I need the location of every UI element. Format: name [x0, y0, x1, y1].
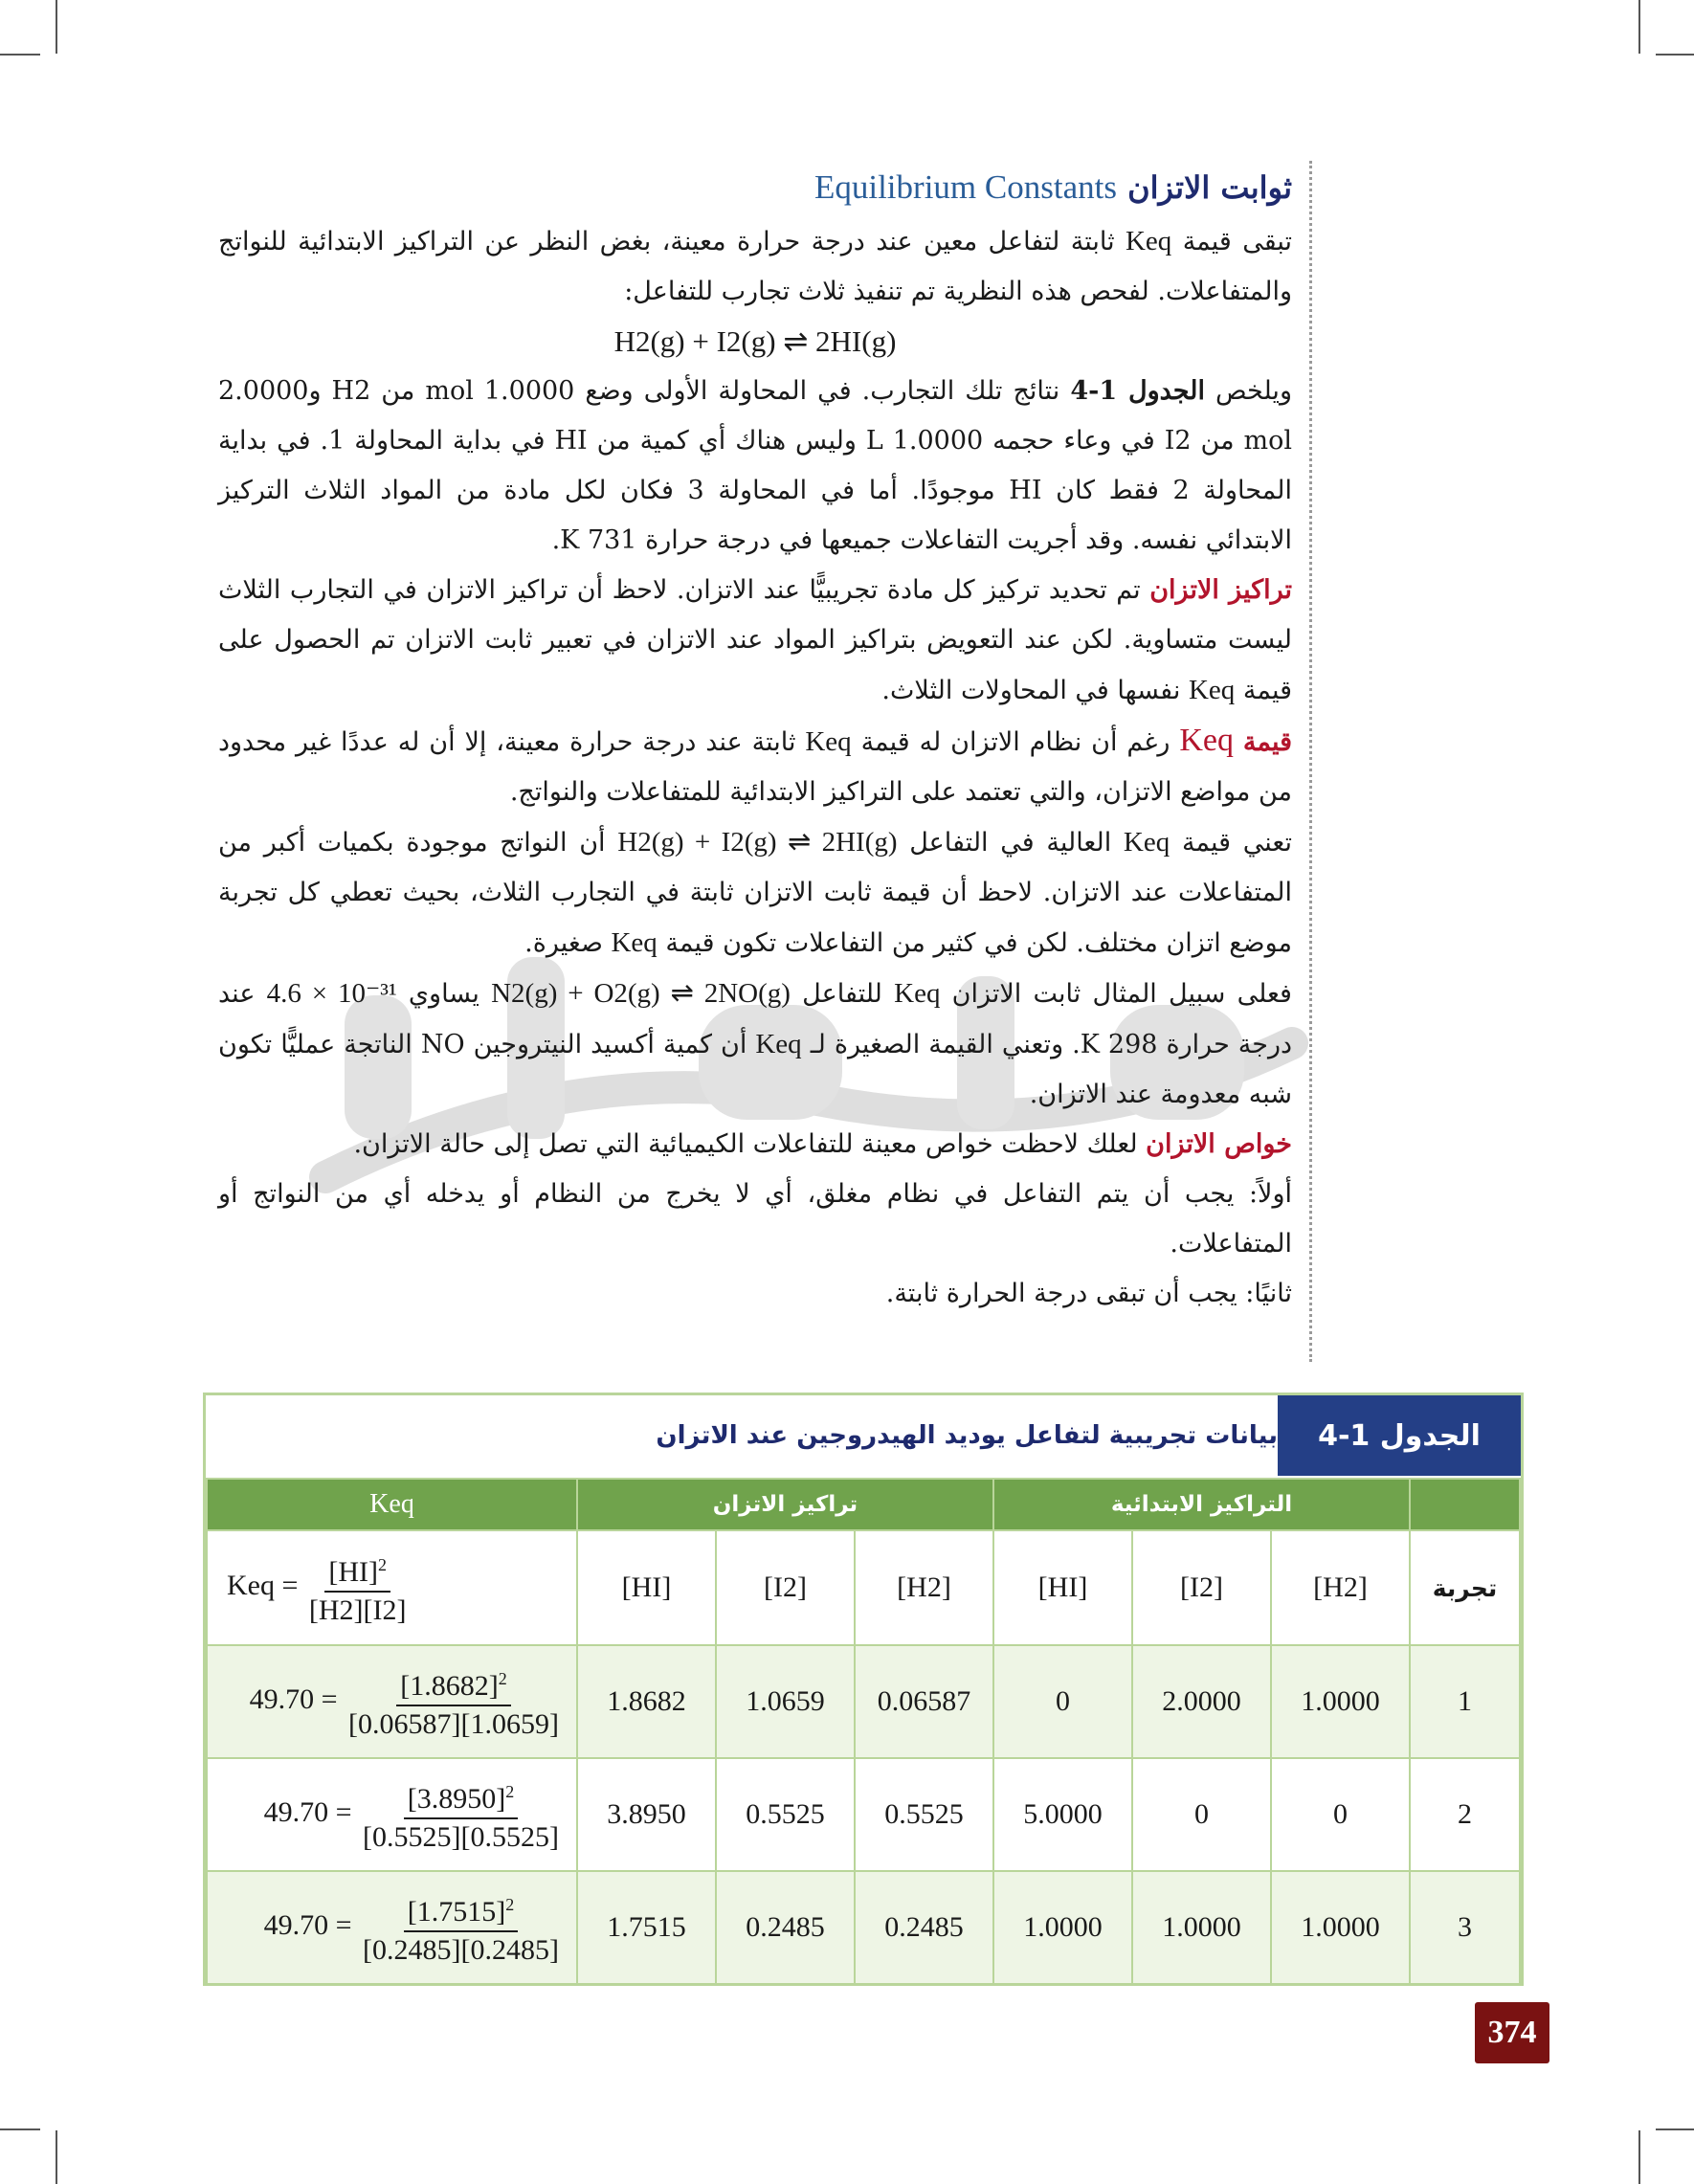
table-title: بيانات تجريبية لتفاعل يوديد الهيدروجين عند الاتزان	[656, 1421, 1278, 1450]
cell-h2-eq: 0.2485	[855, 1871, 993, 1984]
text: تبقى قيمة	[1182, 227, 1293, 256]
keq-symbol: Keq	[1188, 675, 1236, 705]
cell-hi-initial: 0	[993, 1645, 1132, 1758]
cell-keq	[207, 1871, 577, 1984]
equation-hi: H2(g) + I2(g) ⇌ 2HI(g)	[613, 324, 897, 358]
text: يساوي	[408, 979, 479, 1009]
data-table-4-1	[203, 1393, 1524, 1986]
text: للتفاعل	[802, 979, 882, 1009]
section-title-ar: ثوابت الاتزان	[1127, 169, 1292, 206]
paragraph-intro	[218, 216, 1292, 317]
keq-denominator: [0.06587][1.0659]	[348, 1708, 559, 1740]
crop-mark	[1656, 2128, 1694, 2130]
cell-trial: 3	[1410, 1871, 1520, 1984]
keyword: قيمة	[1242, 727, 1292, 757]
paragraph-high-keq	[218, 817, 1292, 969]
section-title	[218, 161, 1292, 214]
paragraph-equilibrium-concentrations	[218, 566, 1292, 716]
text: عند درجة حرارة 298 K. وتعني القيمة الصغيرة لـ	[218, 979, 1293, 1059]
crop-mark	[0, 54, 40, 56]
crop-mark	[56, 2130, 57, 2184]
cell-keq	[207, 1645, 577, 1758]
cell-i2-eq: 0.5525	[716, 1758, 855, 1871]
table-number: الجدول 1-4	[1278, 1395, 1521, 1476]
keq-fraction: $\frac{[HI]^2}{[H2][I2]}$	[305, 1547, 411, 1629]
crop-mark	[1638, 0, 1640, 54]
keq-lhs: 49.70 =	[263, 1795, 352, 1828]
text: نتائج تلك التجارب. في المحاولة الأولى وضع 1.0000 mol من H2 و2.0000 mol من I2 في وعاء حجمه 1.0000 L وليس هناك أي كمية من HI في بداية المحاولة 1. في بداية المحاولة 2 فقط كان HI موجودًا. أما في المحاولة 3 فكان لكل مادة من المواد الثلاث التركيز الابتدائي نفسه. وقد أجريت التفاعلات جميعها في درجة حرارة 731 K.	[218, 376, 1293, 555]
table-group-header	[207, 1479, 1520, 1530]
keq-denominator: [H2][I2]	[308, 1594, 407, 1626]
text: العالية في التفاعل	[909, 828, 1112, 858]
keyword: خواص الاتزان	[1146, 1129, 1292, 1159]
cell-hi-eq: 3.8950	[577, 1758, 716, 1871]
header-keq: Keq	[207, 1479, 577, 1530]
text: نفسها في المحاولات الثلاث.	[881, 676, 1181, 705]
keyword: تراكيز الاتزان	[1149, 575, 1292, 605]
cell-h2-eq: 0.5525	[855, 1758, 993, 1871]
cell-keq	[207, 1758, 577, 1871]
col-i2-eq: [I2]	[716, 1530, 855, 1645]
paragraph-table-summary	[218, 367, 1292, 566]
keq-symbol: Keq	[611, 927, 658, 958]
keq-symbol: Keq	[894, 978, 941, 1009]
text: صغيرة.	[524, 928, 603, 958]
header-empty	[1410, 1479, 1520, 1530]
keq-symbol: Keq	[1179, 723, 1234, 758]
table-row	[207, 1645, 1520, 1758]
text: ثابتة لتفاعل معين عند درجة حرارة معينة، بغض النظر عن التراكيز الابتدائية للنواتج والمتفاعلات. لفحص هذه النظرية تم تنفيذ ثلاث تجارب للتفاعل:	[218, 227, 1292, 306]
keq-denominator: [0.2485][0.2485]	[363, 1934, 559, 1966]
cell-hi-initial: 1.0000	[993, 1871, 1132, 1984]
cell-i2-initial: 2.0000	[1132, 1645, 1271, 1758]
page-number: 374	[1475, 2002, 1549, 2063]
table-row	[207, 1758, 1520, 1871]
paragraph-keq-value	[218, 716, 1292, 817]
body-text	[218, 161, 1292, 1319]
header-equilibrium: تراكيز الاتزان	[577, 1479, 993, 1530]
crop-mark	[0, 2128, 40, 2130]
table-row	[207, 1871, 1520, 1984]
keq-fraction: $\frac{[1.8682]^2}{[0.06587][1.0659]}$	[345, 1660, 563, 1743]
paragraph-equilibrium-properties	[218, 1120, 1292, 1170]
paragraph-second-condition: ثانيًا: يجب أن تبقى درجة الحرارة ثابتة.	[885, 1279, 1292, 1308]
table-grid	[206, 1478, 1521, 1985]
paragraph-no-example	[218, 969, 1292, 1120]
keq-value: 4.6 × 10⁻³¹	[266, 978, 397, 1009]
table-reference: الجدول 1-4	[1070, 376, 1205, 406]
table-column-header	[207, 1530, 1520, 1645]
col-h2-eq: [H2]	[855, 1530, 993, 1645]
col-hi-initial: [HI]	[993, 1530, 1132, 1645]
keq-symbol: Keq	[805, 726, 852, 757]
cell-i2-eq: 1.0659	[716, 1645, 855, 1758]
keq-symbol: Keq	[1125, 226, 1172, 256]
keq-fraction: $\frac{[1.7515]^2}{[0.2485][0.2485]}$	[359, 1886, 563, 1969]
paragraph-first-condition: أولاً: يجب أن يتم التفاعل في نظام مغلق، أي لا يخرج من النظام أو يدخله أي من النواتج أو المتفاعلات.	[218, 1179, 1292, 1259]
col-i2-initial: [I2]	[1132, 1530, 1271, 1645]
text: تعني قيمة	[1181, 828, 1292, 858]
cell-i2-initial: 1.0000	[1132, 1871, 1271, 1984]
cell-hi-eq: 1.8682	[577, 1645, 716, 1758]
cell-hi-initial: 5.0000	[993, 1758, 1132, 1871]
crop-mark	[56, 0, 57, 54]
section-title-en: Equilibrium Constants	[814, 168, 1117, 206]
keq-numerator: [1.8682]	[400, 1670, 499, 1702]
equation-inline: H2(g) + I2(g) ⇌ 2HI(g)	[617, 827, 898, 858]
text: فعلى سبيل المثال ثابت الاتزان	[951, 979, 1292, 1009]
keq-symbol: Keq	[755, 1029, 802, 1059]
cell-h2-initial: 1.0000	[1271, 1871, 1410, 1984]
col-trial: تجربة	[1410, 1530, 1520, 1645]
keq-numerator: [1.7515]	[407, 1896, 506, 1928]
cell-trial: 1	[1410, 1645, 1520, 1758]
crop-mark	[1638, 2130, 1640, 2184]
cell-h2-eq: 0.06587	[855, 1645, 993, 1758]
header-initial: التراكيز الابتدائية	[993, 1479, 1410, 1530]
cell-trial: 2	[1410, 1758, 1520, 1871]
col-hi-eq: [HI]	[577, 1530, 716, 1645]
equation-inline: N2(g) + O2(g) ⇌ 2NO(g)	[491, 978, 791, 1009]
keq-numerator: [HI]	[328, 1556, 379, 1588]
keq-fraction: $\frac{[3.8950]^2}{[0.5525][0.5525]}$	[359, 1773, 563, 1856]
text: ثابتة عند درجة حرارة معينة، إلا أن له عددًا غير محدود من مواضع الاتزان، والتي تعتمد على التراكيز الابتدائية للمتفاعلات والنواتج.	[218, 727, 1292, 807]
text: أن النواتج موجودة بكميات أكبر من المتفاعلات عند الاتزان. لاحظ أن قيمة ثابت الاتزان ثابتة في التجارب الثلاث، بحيث تعطي كل تجربة موضع اتزان مختلف. لكن في كثير من التفاعلات تكون قيمة	[218, 828, 1292, 958]
text: رغم أن نظام الاتزان له قيمة	[860, 727, 1170, 757]
col-h2-initial: [H2]	[1271, 1530, 1410, 1645]
text: ويلخص	[1215, 376, 1292, 406]
text: أن كمية أكسيد النيتروجين NO الناتجة عمليًّا تكون شبه معدومة عند الاتزان.	[218, 1030, 1292, 1109]
cell-h2-initial: 1.0000	[1271, 1645, 1410, 1758]
keq-symbol: Keq	[1123, 827, 1170, 858]
col-keq-expression	[207, 1530, 577, 1645]
cell-hi-eq: 1.7515	[577, 1871, 716, 1984]
keq-numerator: [3.8950]	[407, 1783, 506, 1815]
margin-dotted-rule	[1309, 161, 1312, 1362]
keq-lhs: 49.70 =	[249, 1683, 338, 1715]
text: تم تحديد تركيز كل مادة تجريبيًّا عند الاتزان. لاحظ أن تراكيز الاتزان في التجارب الثلاث ليست متساوية. لكن عند التعويض بتراكيز المواد عند الاتزان في تعبير ثابت الاتزان تم الحصول على قيمة	[218, 575, 1292, 705]
cell-i2-eq: 0.2485	[716, 1871, 855, 1984]
cell-h2-initial: 0	[1271, 1758, 1410, 1871]
keq-denominator: [0.5525][0.5525]	[363, 1821, 559, 1853]
text: لعلك لاحظت خواص معينة للتفاعلات الكيميائية التي تصل إلى حالة الاتزان.	[353, 1129, 1138, 1159]
keq-lhs: 49.70 =	[263, 1908, 352, 1941]
crop-mark	[1656, 54, 1694, 56]
cell-i2-initial: 0	[1132, 1758, 1271, 1871]
keq-lhs: Keq =	[227, 1569, 299, 1601]
